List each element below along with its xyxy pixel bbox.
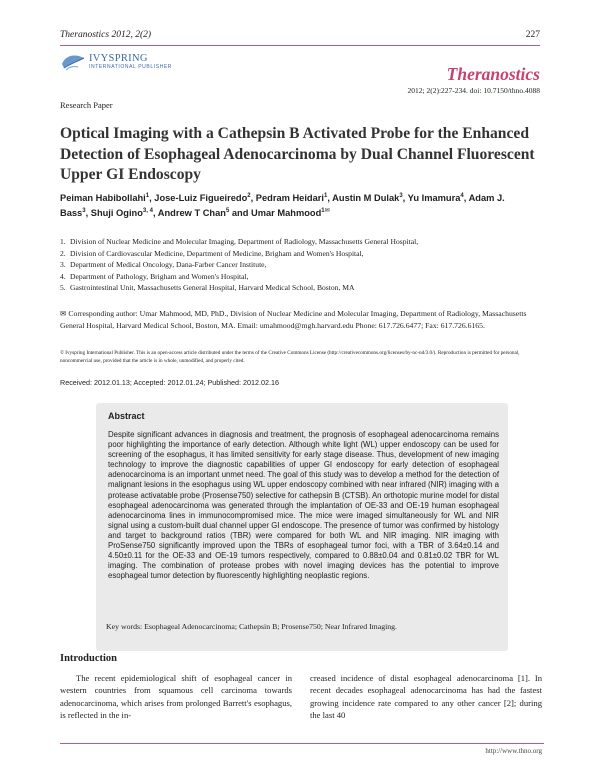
journal-logo[interactable]: Theranostics [446, 64, 540, 84]
affiliation-item: 2. Division of Cardiovascular Medicine, Department of Medicine, Brigham and Women's Hospital, [60, 248, 364, 258]
author: Jose-Luiz Figueiredo$^2$ [154, 193, 251, 204]
affiliation-item: 1. Division of Nuclear Medicine and Molecular Imaging, Department of Radiology, Massachusetts General Hospital, [60, 237, 419, 246]
author: Andrew T Chan$^5$ [157, 208, 230, 219]
author: Austin M Dulak$^3$ [332, 193, 403, 204]
journal-url-link[interactable]: http://www.thno.org [485, 747, 542, 755]
affiliation-item: 4. Department of Pathology, Brigham and Women's Hospital, [60, 271, 249, 281]
publication-dates: Received: 2012.01.13; Accepted: 2012.01.24; Published: 2012.02.16 [60, 378, 279, 387]
paper-title: Optical Imaging with a Cathepsin B Activated Probe for the Enhanced Detection of Esophageal Adenocarcinoma by Dual Channel Fluorescent Upper GI Endoscopy [60, 125, 535, 183]
page-number: 227 [525, 30, 540, 40]
introduction-right-column: creased incidence of distal esophageal adenocarcinoma [1]. In recent decades esophageal adenocarcinoma has had the fastest growing incidence rate compared to any other cancer [2]; during the last 40 [310, 673, 542, 721]
author: Umar Mahmood$^{1✉}$ [251, 208, 330, 219]
affiliation-item: 3. Department of Medical Oncology, Dana-Farber Cancer Institute, [60, 260, 267, 270]
author: Pedram Heidari$^1$ [255, 193, 328, 204]
abstract-heading: Abstract [108, 411, 145, 421]
introduction-left-column: The recent epidemiological shift of esophageal cancer in western countries from squamous cell carcinoma towards adenocarcinoma, which arises from prolonged Barrett's esophagus, is reflected in the in- [60, 673, 292, 721]
publisher-subtitle: INTERNATIONAL PUBLISHER [89, 64, 172, 70]
license-notice: © Ivyspring International Publisher. This is an open-access article distributed under the terms of the Creative Commons License (http://creativecommons.org/licenses/by-nc-nd/3.0/). Reproduction is permitted for personal, noncommercial use, provided that the article is in whole, unmodified, and properly cited. [60, 350, 520, 364]
keywords: Key words: Esophageal Adenocarcinoma; Cathepsin B; Prosense750; Near Infrared Imaging. [106, 622, 398, 631]
affiliation-list [60, 236, 418, 294]
author: Yu Imamura$^4$ [407, 193, 464, 204]
author: Peiman Habibollahi$^1$ [60, 193, 150, 204]
corresponding-author: ✉ Corresponding author: Umar Mahmood, MD, PhD., Division of Nuclear Medicine and Molecular Imaging, Department of Radiology, Massachusetts General Hospital, Harvard Medical School, Boston, MA. Email: umahmood@mgh.harvard.edu Phone: 617.726.6477; Fax: 617.726.6165. [60, 309, 527, 330]
ivy-leaf-icon [60, 52, 86, 72]
introduction-heading: Introduction [60, 653, 117, 664]
article-type: Research Paper [60, 100, 113, 110]
author: Shuji Ogino$^{3, 4}$ [90, 208, 153, 219]
citation-doi: 2012; 2(2):227-234. doi: 10.7150/thno.4088 [407, 86, 540, 95]
affiliation-item: 5. Gastrointestinal Unit, Massachusetts General Hospital, Harvard Medical School, Boston, MA [60, 283, 355, 293]
publisher-logo[interactable] [60, 52, 172, 72]
publisher-name: IVYSPRING [89, 53, 148, 64]
header-divider [60, 45, 540, 46]
author-list: Peiman Habibollahi$^1$, Jose-Luiz Figueiredo$^2$, Pedram Heidari$^1$, Austin M Dulak$^3$, Yu Imamura$^4$, Adam J. Bass$^3$, Shuji Ogino$^{3, 4}$, Andrew T Chan$^5$ and Umar Mahmood$^{1✉}$ [60, 193, 505, 219]
abstract-text: Despite significant advances in diagnosis and treatment, the prognosis of esophageal adenocarcinoma remains poor highlighting the importance of early detection. Although white light (WL) upper endoscopy can be used for screening of the esophagus, it has limited sensitivity for early stage disease. Thus, development of new imaging technology to improve the diagnostic capabilities of upper GI endoscopy for early detection of esophageal adenocarcinoma is an important unmet need. The goal of this study was to develop a method for the detection of malignant lesions in the esophagus using WL upper endoscopy combined with near infrared (NIR) imaging with a protease activatable probe (Prosense750) selective for cathepsin B (CTSB). An orthotopic murine model for distal esophageal adenocarcinoma was generated through the implantation of OE-33 and OE-19 human esophageal adenocarcinoma lines in immunocompromised mice. The mice were imaged simultaneously for WL and NIR signal using a custom-built dual channel upper GI endoscope. The presence of tumor was confirmed by histology and target to background ratios (TBR) were compared for both WL and NIR imaging. NIR imaging with ProSense750 significantly improved upon the TBRs of esophageal tumor foci, with a TBR of 3.64±0.14 and 4.50±0.11 for the OE-33 and OE-19 tumors respectively, compared to 0.88±0.04 and 0.81±0.02 TBR for WL imaging. The combination of protease probes with novel imaging devices has the potential to improve esophageal tumor detection by fluorescently highlighting neoplastic regions. [108, 430, 499, 581]
footer-divider [60, 743, 544, 744]
journal-issue: Theranostics 2012, 2(2) [60, 30, 152, 40]
author: Adam J. Bass$^3$ [60, 193, 505, 219]
